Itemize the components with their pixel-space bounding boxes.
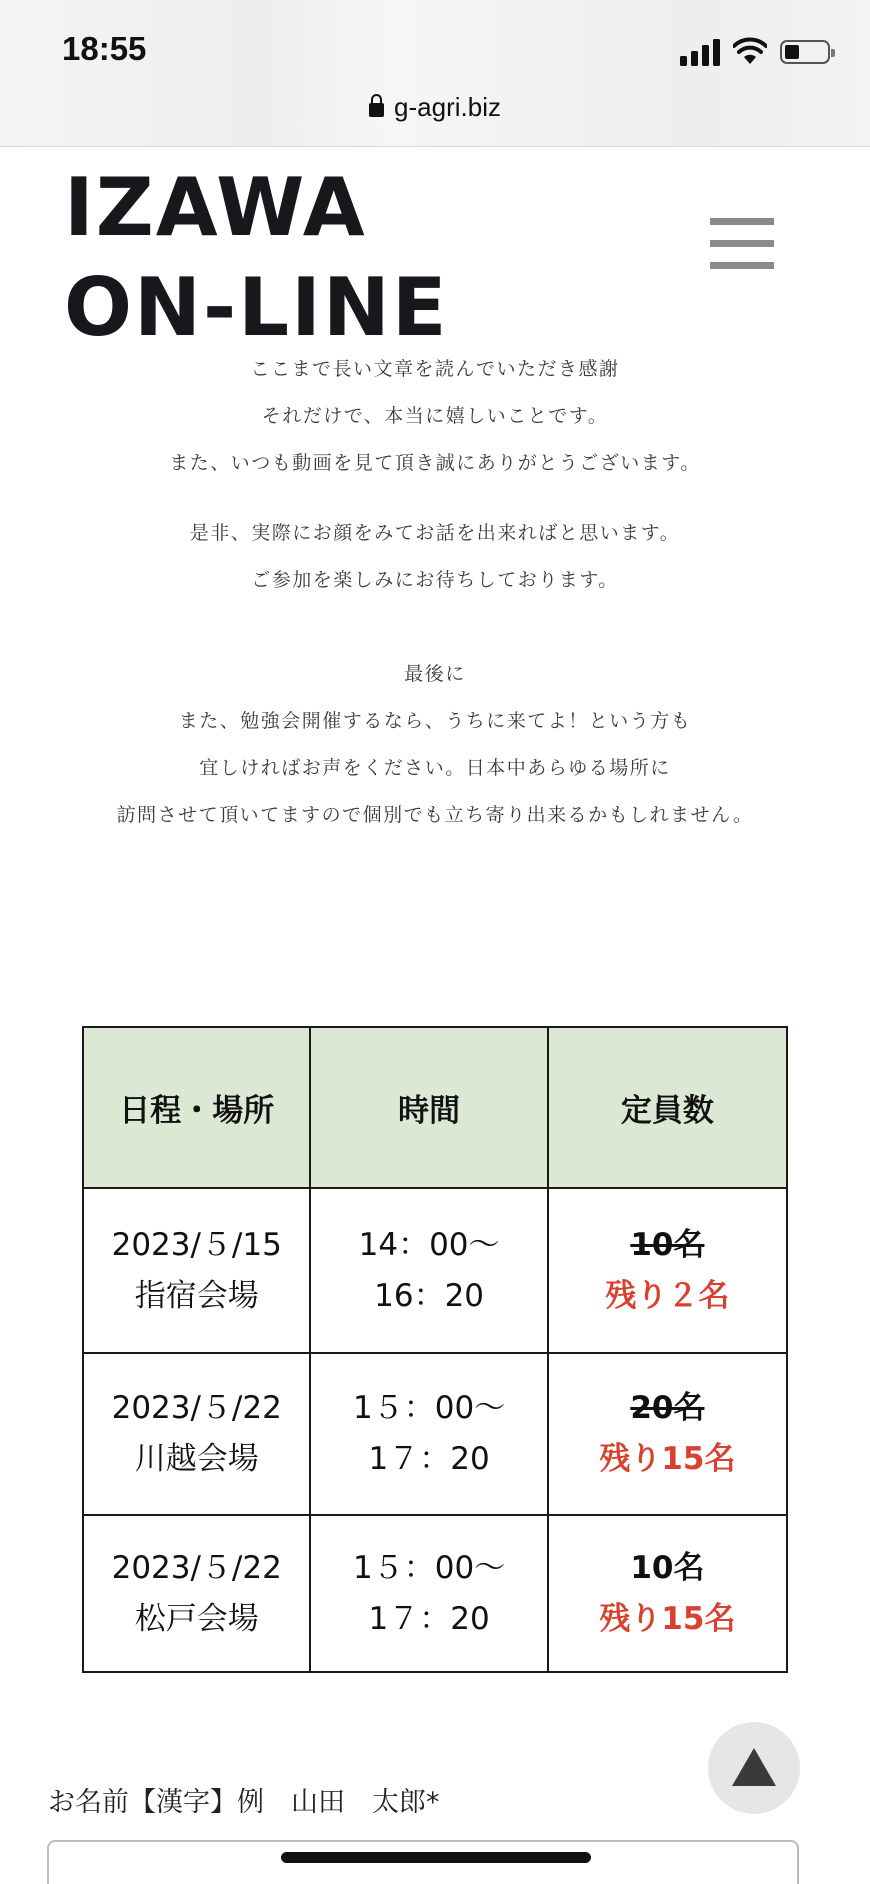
time-start: 1５：00〜 [353,1549,506,1586]
capacity-cell [548,1515,787,1672]
date-venue-cell [83,1353,310,1515]
schedule-table [82,1026,788,1673]
message-line: 宜しければお声をください。日本中あらゆる場所に [199,757,671,779]
message-line: また、勉強会開催するなら、うちに来てよ！という方も [178,710,692,732]
date-venue-cell [83,1515,310,1672]
address-bar[interactable] [0,92,870,123]
header-time: 時間 [310,1027,547,1188]
name-kanji-label: お名前【漢字】例 山田 太郎* [48,1787,440,1818]
header-date-venue: 日程・場所 [83,1027,310,1188]
event-venue: 川越会場 [134,1441,259,1477]
time-start: 14：00〜 [358,1226,500,1263]
time-cell [310,1515,547,1672]
url-text: g-agri.biz [394,92,501,122]
event-date: 2023/５/22 [111,1390,282,1426]
event-venue: 松戸会場 [134,1600,259,1637]
message-line: それだけで、本当に嬉しいことです。 [261,405,609,427]
battery-icon [780,40,830,64]
table-header-row [83,1027,787,1188]
table-row [83,1353,787,1515]
status-time: 18:55 [62,30,147,67]
event-date: 2023/５/22 [111,1549,282,1586]
capacity-total: 20名 [630,1390,705,1426]
home-indicator[interactable] [281,1852,591,1863]
lock-icon [369,103,384,117]
time-cell [310,1188,547,1353]
message-line: ご参加を楽しみにお待ちしております。 [251,569,619,591]
capacity-remaining: 残り15名 [599,1600,736,1637]
message-line: ここまで長い文章を読んでいただき感謝 [250,358,620,380]
header-capacity: 定員数 [548,1027,787,1188]
capacity-remaining: 残り２名 [605,1277,730,1314]
time-start: 1５：00〜 [353,1390,506,1426]
site-title[interactable]: IZAWA ON-LINE [64,161,449,354]
message-line: 是非、実際にお顔をみてお話を出来ればと思います。 [189,522,681,544]
table-row [83,1188,787,1353]
time-cell [310,1353,547,1515]
event-date: 2023/５/15 [111,1226,282,1263]
capacity-total: 10名 [630,1549,705,1586]
message-line: また、いつも動画を見て頂き誠にありがとうございます。 [169,452,701,474]
browser-top-bar [0,0,870,147]
event-venue: 指宿会場 [134,1277,259,1314]
capacity-cell [548,1188,787,1353]
scroll-to-top-button[interactable] [708,1722,800,1814]
time-end: 1７：20 [368,1600,490,1637]
table-row [83,1515,787,1672]
wifi-icon [733,36,767,66]
time-end: 16：20 [374,1277,485,1314]
capacity-total: 10名 [630,1226,705,1263]
capacity-cell [548,1353,787,1515]
capacity-remaining: 残り15名 [599,1441,736,1477]
message-line: 訪問させて頂いてますので個別でも立ち寄り出来るかもしれません。 [116,804,754,826]
time-end: 1７：20 [368,1441,490,1477]
hamburger-menu-icon[interactable] [710,218,774,270]
date-venue-cell [83,1188,310,1353]
cellular-signal-icon [680,38,722,66]
message-line: 最後に [404,663,466,685]
